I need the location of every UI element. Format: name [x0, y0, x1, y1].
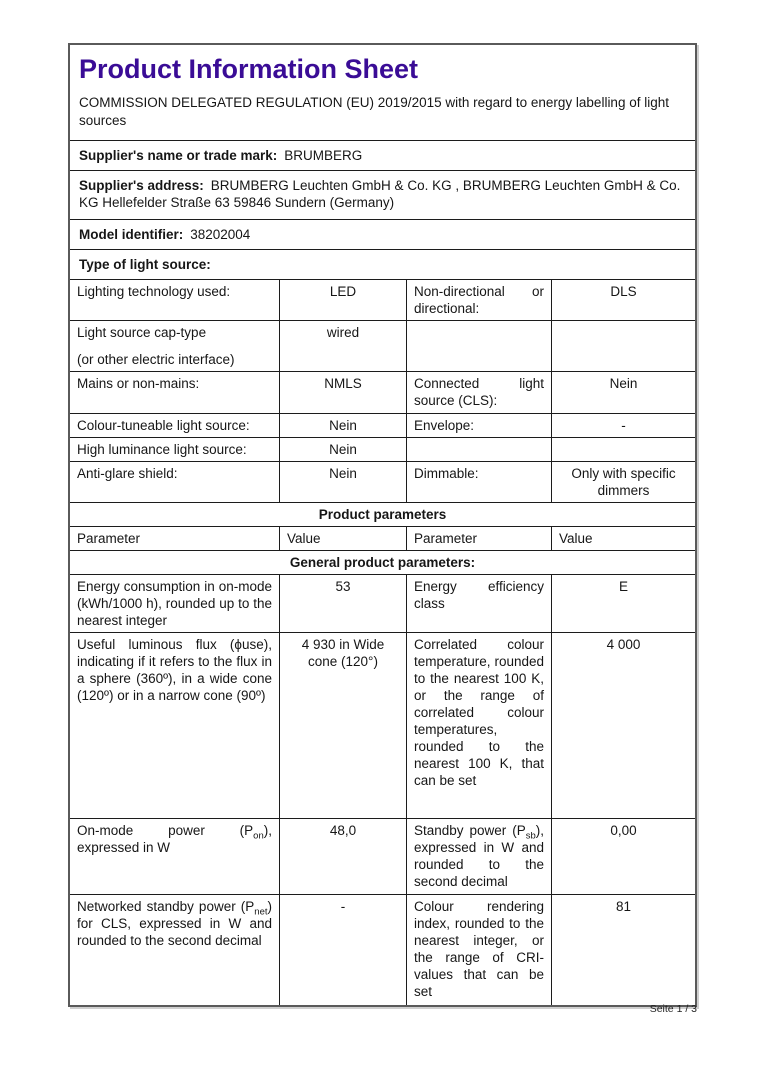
param-energy-consumption: Energy consumption in on-mode (kWh/1000 h), rounded up to the nearest integer	[70, 575, 280, 632]
model-identifier-label: Model identifier:	[79, 227, 184, 242]
supplier-address-row	[70, 171, 695, 220]
subscript-net: net	[254, 906, 268, 918]
column-header-parameter-1: Parameter	[70, 527, 280, 550]
param-cap-type	[70, 321, 280, 371]
value-connected-light-source: Nein	[609, 376, 638, 391]
table-row-networked-standby	[70, 895, 695, 1005]
table-row-cap-type	[70, 321, 695, 372]
value-envelope: -	[621, 418, 626, 433]
table-row-anti-glare	[70, 462, 695, 503]
value-anti-glare: Nein	[280, 462, 407, 502]
value-energy-consumption: 53	[280, 575, 407, 632]
column-header-row	[70, 527, 695, 551]
value-standby-power: 0,00	[610, 823, 637, 838]
param-networked-standby: Networked standby power $(P_{net})$ for CLS, expressed in W and rounded to the second decimal	[70, 895, 280, 1005]
param-luminous-flux: Useful luminous flux (ϕuse), indicating if it refers to the flux in a sphere (360º), in a wide cone (120º) or in a narrow cone (90º)	[70, 633, 280, 818]
general-product-parameters-heading: General product parameters:	[70, 551, 695, 575]
table-row-mains	[70, 372, 695, 414]
model-identifier-value: 38202004	[190, 227, 251, 242]
param-colour-rendering-index: Colour rendering index, rounded to the nearest integer, or the range of CRI-values that can be set	[407, 895, 552, 1005]
value-cap-type: wired	[280, 321, 407, 371]
param-connected-light-source: Connected light source (CLS):	[407, 372, 552, 413]
page-title: Product Information Sheet	[79, 54, 419, 84]
param-anti-glare: Anti-glare shield:	[70, 462, 280, 502]
page-number: Seite 1 / 3	[649, 1003, 697, 1015]
supplier-address-value: BRUMBERG Leuchten GmbH & Co. KG , BRUMBERG Leuchten GmbH & Co. KG Hellefelder Straße 63 59846 Sundern (Germany)	[79, 178, 681, 210]
subscript-sb: sb	[525, 830, 536, 842]
table-row-luminous-flux	[70, 633, 695, 819]
param-standby-power: Standby power $(P_{sb})$, expressed in W and rounded to the second decimal	[407, 819, 552, 894]
type-of-light-source-heading: Type of light source:	[70, 250, 695, 280]
value-directionality: DLS	[610, 284, 637, 299]
product-information-sheet-table	[68, 43, 697, 1007]
table-row-energy-consumption	[70, 575, 695, 633]
param-empty-2	[407, 438, 552, 461]
column-header-value-2: Value	[559, 531, 593, 546]
param-energy-efficiency-class: Energy efficiency class	[407, 575, 552, 632]
value-on-mode-power: 48,0	[280, 819, 407, 894]
value-empty-2	[552, 438, 695, 461]
value-empty-1	[552, 321, 695, 371]
column-header-parameter-2: Parameter	[407, 527, 552, 550]
value-high-luminance: Nein	[280, 438, 407, 461]
value-energy-efficiency-class: E	[618, 579, 628, 594]
supplier-name-row	[70, 141, 695, 171]
param-directionality: Non-directional or directional:	[407, 280, 552, 320]
param-cap-type-line2: (or other electric interface)	[77, 352, 235, 367]
param-mains: Mains or non-mains:	[70, 372, 280, 413]
value-colour-tuneable: Nein	[280, 414, 407, 437]
value-luminous-flux: 4 930 in Wide cone (120°)	[280, 633, 407, 818]
value-correlated-colour-temperature: 4 000	[606, 637, 641, 652]
value-lighting-technology: LED	[280, 280, 407, 320]
supplier-name-value: BRUMBERG	[284, 148, 363, 163]
table-row-lighting-technology	[70, 280, 695, 321]
table-row-colour-tuneable	[70, 414, 695, 438]
param-cap-type-line1: Light source cap-type	[77, 325, 207, 340]
param-dimmable: Dimmable:	[407, 462, 552, 502]
param-on-mode-power: On-mode power $(P_{on})$, expressed in W	[70, 819, 280, 894]
regulation-subtitle: COMMISSION DELEGATED REGULATION (EU) 2019/2015 with regard to energy labelling of light sources	[79, 95, 669, 128]
value-networked-standby: -	[280, 895, 407, 1005]
product-parameters-heading: Product parameters	[70, 503, 695, 527]
value-colour-rendering-index: 81	[615, 899, 632, 914]
value-dimmable: Only with specific dimmers	[571, 466, 676, 498]
param-lighting-technology: Lighting technology used:	[70, 280, 280, 320]
param-high-luminance: High luminance light source:	[70, 438, 280, 461]
table-row-on-mode-power	[70, 819, 695, 895]
model-identifier-row	[70, 220, 695, 250]
value-mains: NMLS	[280, 372, 407, 413]
column-header-value-1: Value	[280, 527, 407, 550]
param-empty-1	[407, 321, 552, 371]
title-block	[70, 45, 695, 141]
param-envelope: Envelope:	[407, 414, 552, 437]
param-colour-tuneable: Colour-tuneable light source:	[70, 414, 280, 437]
supplier-address-label: Supplier's address:	[79, 178, 204, 193]
table-row-high-luminance	[70, 438, 695, 462]
param-correlated-colour-temperature: Correlated colour temperature, rounded to the nearest 100 K, or the range of correlated colour temperatures, rounded to the nearest 100 K, that can be set	[407, 633, 552, 818]
supplier-name-label: Supplier's name or trade mark:	[79, 148, 278, 163]
subscript-on: on	[253, 830, 264, 842]
